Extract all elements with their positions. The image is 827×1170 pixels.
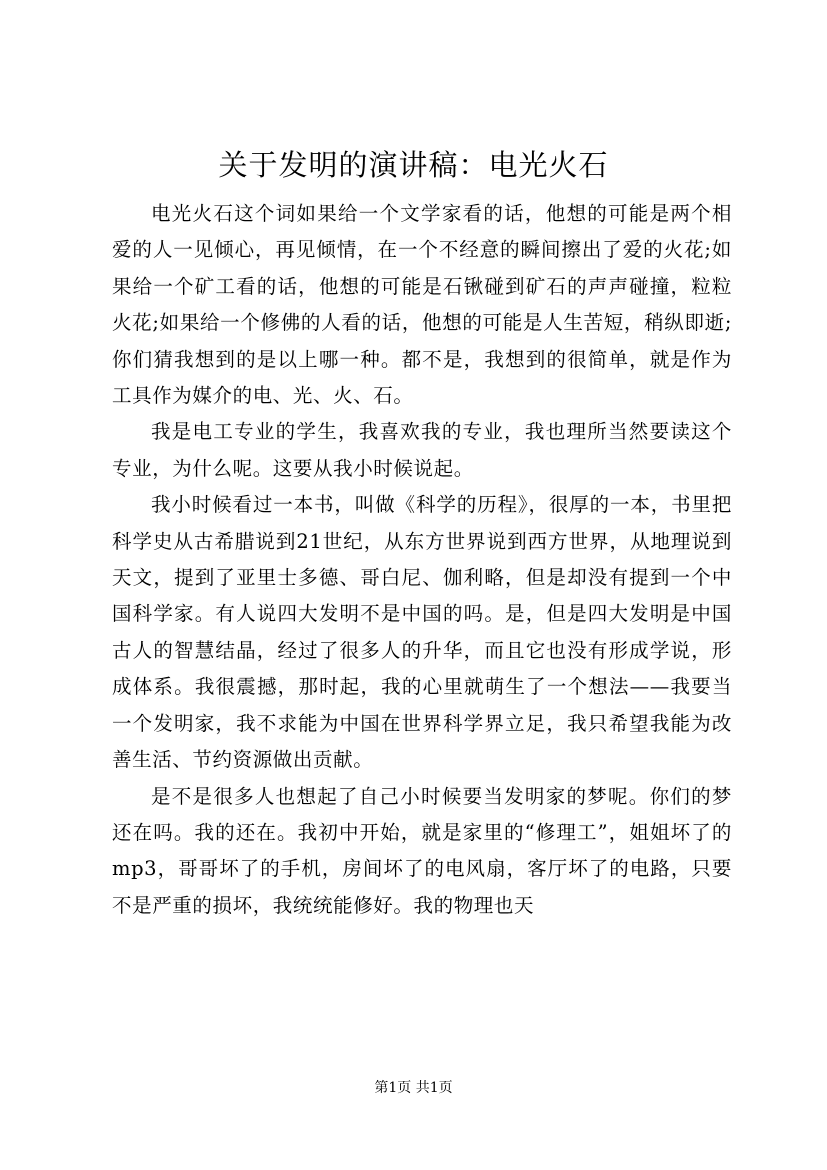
paragraph-2: 我是电工专业的学生，我喜欢我的专业，我也理所当然要读这个专业，为什么呢。这要从我小时候说起。 [112, 420, 732, 480]
paragraph-4: 是不是很多人也想起了自己小时候要当发明家的梦呢。你们的梦还在吗。我的还在。我初中开始，就是家里的“修理工”，姐姐坏了的mp3，哥哥坏了的手机，房间坏了的电风扇，客厅坏了的电路，只要不是严重的损坏，我统统能修好。我的物理也天 [112, 784, 732, 917]
paragraph-1: 电光火石这个词如果给一个文学家看的话，他想的可能是两个相爱的人一见倾心，再见倾情，在一个不经意的瞬间擦出了爱的火花;如果给一个矿工看的话，他想的可能是石锹碰到矿石的声声碰撞，粒粒火花;如果给一个修佛的人看的话，他想的可能是人生苦短，稍纵即逝;你们猜我想到的是以上哪一种。都不是，我想到的很简单，就是作为工具作为媒介的电、光、火、石。 [112, 202, 732, 408]
document-body [112, 196, 732, 924]
page-footer: 第1页 共1页 [374, 1080, 453, 1096]
paragraph-3: 我小时候看过一本书，叫做《科学的历程》，很厚的一本，书里把科学史从古希腊说到21世纪，从东方世界说到西方世界，从地理说到天文，提到了亚里士多德、哥白尼、伽利略，但是却没有提到一个中国科学家。有人说四大发明不是中国的吗。是，但是四大发明是中国古人的智慧结晶，经过了很多人的升华，而且它也没有形成学说，形成体系。我很震撼，那时起，我的心里就萌生了一个想法——我要当一个发明家，我不求能为中国在世界科学界立足，我只希望我能为改善生活、节约资源做出贡献。 [112, 493, 732, 772]
document-title: 关于发明的演讲稿：电光火石 [218, 148, 609, 182]
